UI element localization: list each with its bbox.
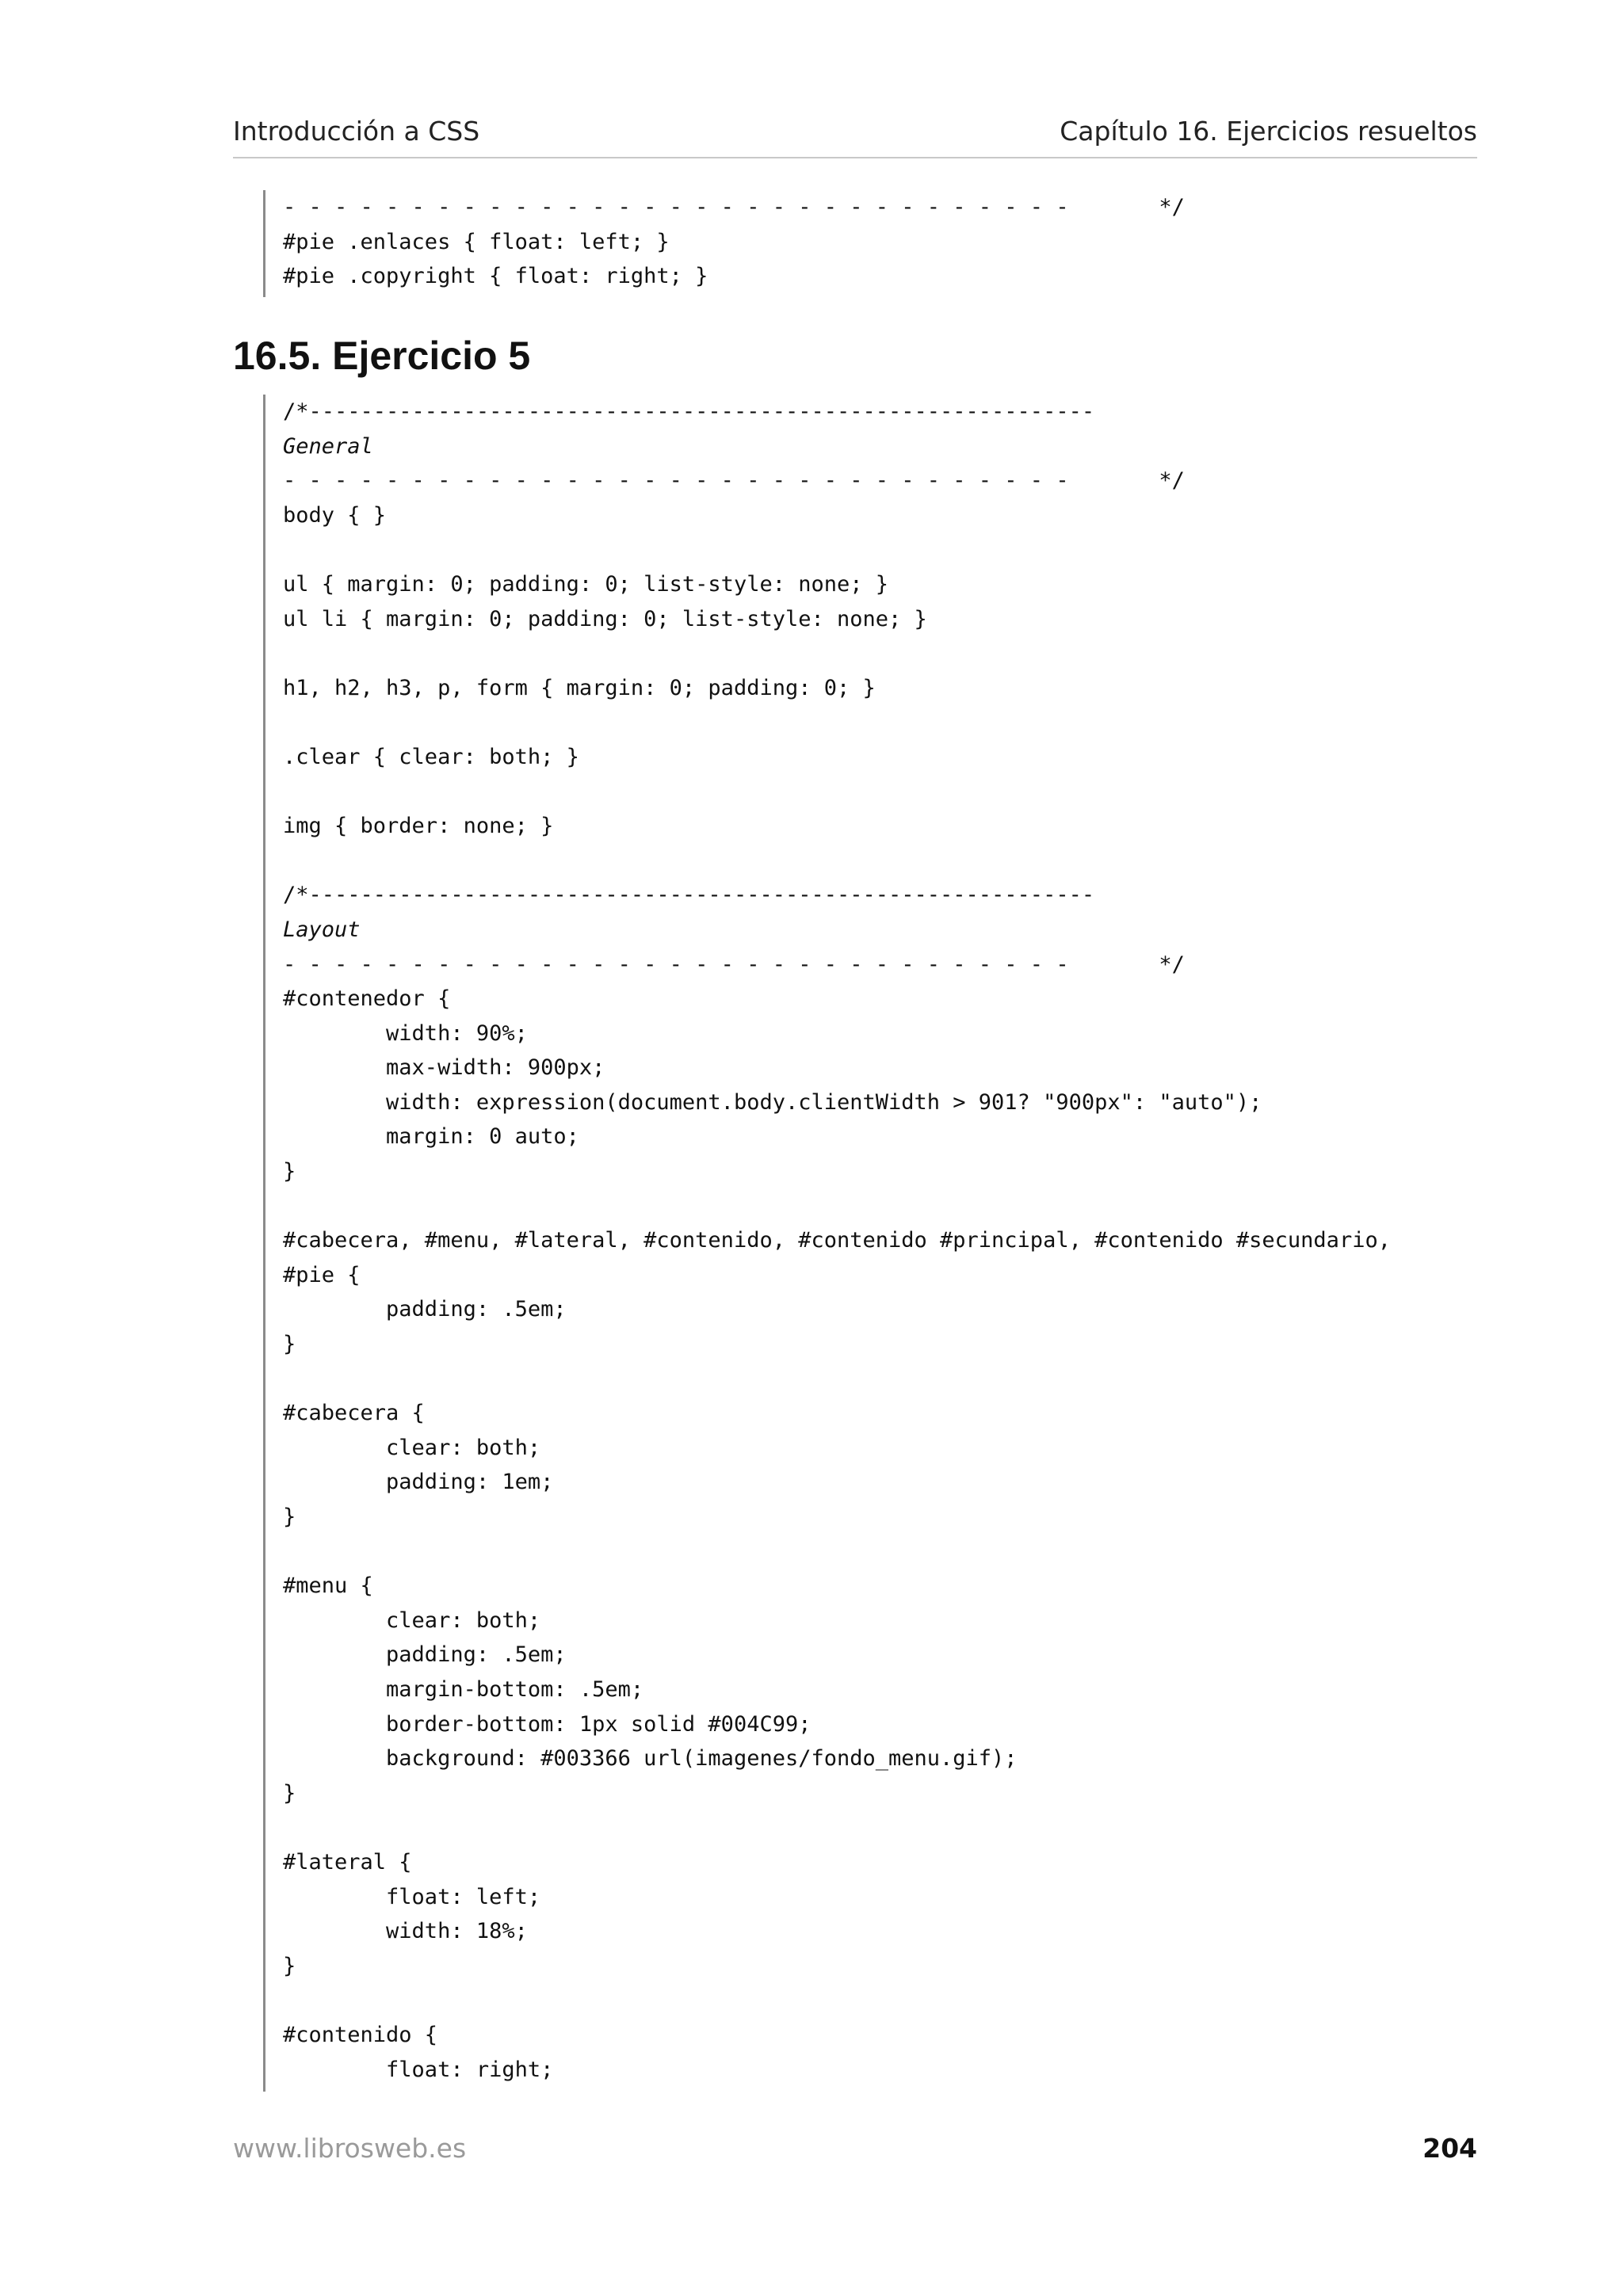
code-line: #pie .copyright { float: right; } — [283, 264, 708, 289]
code-line: } — [283, 1159, 296, 1184]
code-line: img { border: none; } — [283, 814, 554, 839]
code-line: float: right; — [283, 2057, 554, 2082]
code-line: ul li { margin: 0; padding: 0; list-style: none; } — [283, 606, 927, 631]
code-line: width: 90%; — [283, 1020, 528, 1046]
code-line: #pie .enlaces { float: left; } — [283, 229, 670, 254]
section-title: 16.5. Ejercicio 5 — [233, 334, 531, 378]
code-line: padding: 1em; — [283, 1470, 554, 1495]
code-block-exercise-5 — [263, 395, 1391, 2092]
code-line: /*------------------------------------------------------------- — [283, 399, 1095, 424]
code-line — [283, 532, 1391, 567]
code-line: - - - - - - - - - - - - - - - - - - - - - - - - - - - - - - - */ — [283, 952, 1185, 977]
code-line: #contenedor { — [283, 986, 451, 1012]
code-line — [283, 1362, 1391, 1397]
code-line: border-bottom: 1px solid #004C99; — [283, 1711, 812, 1737]
code-line: margin: 0 auto; — [283, 1124, 579, 1150]
code-line: margin-bottom: .5em; — [283, 1676, 644, 1702]
code-line: float: left; — [283, 1884, 541, 1909]
code-line: max-width: 900px; — [283, 1055, 605, 1081]
code-line: padding: .5em; — [283, 1642, 567, 1668]
code-line: } — [283, 1953, 296, 1978]
code-line: #cabecera, #menu, #lateral, #contenido, #contenido #principal, #contenido #secundario, — [283, 1228, 1391, 1253]
code-line — [283, 1189, 1391, 1224]
code-line: background: #003366 url(imagenes/fondo_menu.gif); — [283, 1746, 1018, 1772]
code-line: Layout — [283, 917, 361, 942]
code-line: #pie { — [283, 1262, 361, 1287]
code-line — [283, 775, 1391, 810]
code-line: ul { margin: 0; padding: 0; list-style: none; } — [283, 571, 889, 597]
code-line — [283, 1983, 1391, 2018]
code-line: } — [283, 1505, 296, 1529]
code-line: - - - - - - - - - - - - - - - - - - - - - - - - - - - - - - - */ — [283, 468, 1185, 494]
code-line — [283, 844, 1391, 879]
page-footer — [233, 2133, 1477, 2172]
code-line: /*------------------------------------------------------------- — [283, 883, 1095, 908]
code-line — [283, 1810, 1391, 1845]
code-line: padding: .5em; — [283, 1297, 567, 1322]
code-line: General — [283, 433, 373, 459]
code-line: #lateral { — [283, 1849, 412, 1875]
code-line: width: expression(document.body.clientWidth > 901? "900px": "auto"); — [283, 1089, 1262, 1115]
code-listing — [283, 395, 1391, 2087]
code-line — [283, 705, 1391, 740]
website-link[interactable]: www.librosweb.es — [233, 2133, 467, 2164]
chapter-title: Capítulo 16. Ejercicios resueltos — [1060, 116, 1477, 147]
code-line — [283, 636, 1391, 671]
book-title: Introducción a CSS — [233, 116, 480, 147]
code-line: #menu { — [283, 1573, 373, 1599]
code-line: .clear { clear: both; } — [283, 744, 579, 769]
code-line: clear: both; — [283, 1435, 541, 1460]
page-header — [233, 116, 1477, 158]
code-listing — [283, 190, 1185, 294]
code-line — [283, 1535, 1391, 1569]
code-line: body { } — [283, 502, 387, 528]
code-line: h1, h2, h3, p, form { margin: 0; padding: 0; } — [283, 675, 876, 700]
code-line: clear: both; — [283, 1608, 541, 1633]
code-line: - - - - - - - - - - - - - - - - - - - - - - - - - - - - - - - */ — [283, 195, 1185, 219]
code-line: } — [283, 1780, 296, 1806]
code-line: } — [283, 1332, 296, 1357]
code-block-continued — [263, 190, 1185, 297]
page-number: 204 — [1423, 2133, 1477, 2164]
code-line: #contenido { — [283, 2022, 438, 2047]
code-line: width: 18%; — [283, 1919, 528, 1944]
code-line: #cabecera { — [283, 1401, 425, 1426]
